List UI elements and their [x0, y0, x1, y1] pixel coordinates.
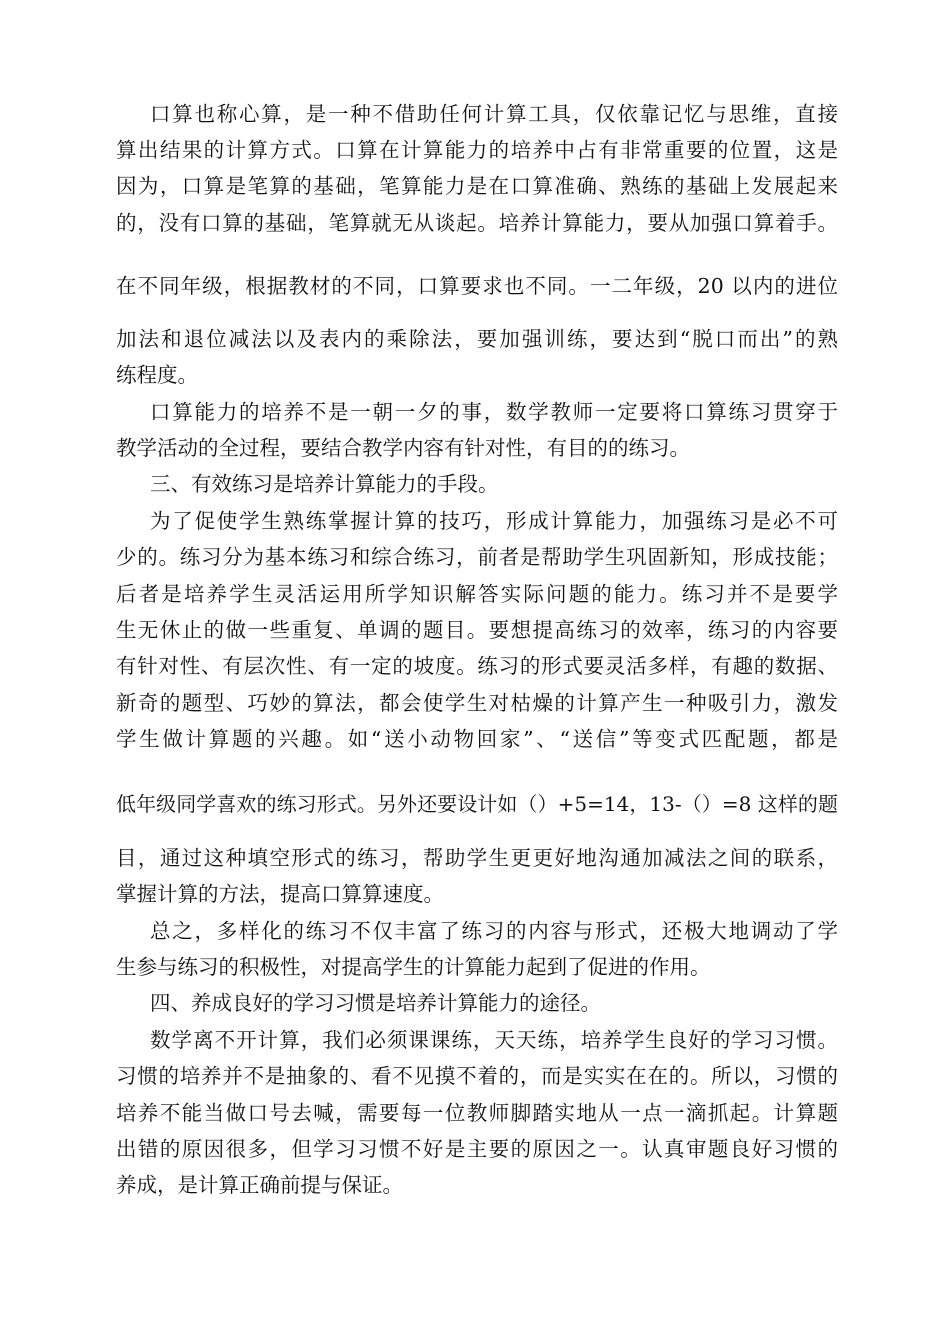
text-line: 学生做计算题的兴趣。如“送小动物回家”、“送信”等变式匹配题，都是 — [116, 727, 838, 751]
text-line: 掌握计算的方法，提高口算算速度。 — [116, 882, 444, 906]
text-line: 少的。练习分为基本练习和综合练习，前者是帮助学生巩固新知，形成技能； — [116, 545, 838, 569]
section-heading: 四、养成良好的学习习惯是培养计算能力的途径。 — [150, 991, 601, 1015]
text-line: 因为，口算是笔算的基础，笔算能力是在口算准确、熟练的基础上发展起来 — [116, 174, 838, 198]
text-line: 目，通过这种填空形式的练习，帮助学生更更好地沟通加减法之间的联系， — [116, 846, 838, 870]
text-line: 新奇的题型、巧妙的算法，都会使学生对枯燥的计算产生一种吸引力，激发 — [116, 691, 838, 715]
text-line: 教学活动的全过程，要结合教学内容有针对性，有目的的练习。 — [116, 436, 690, 460]
text-line: 练程度。 — [116, 363, 198, 387]
text-line: 在不同年级，根据教材的不同，口算要求也不同。一二年级，20 以内的进位 — [116, 274, 838, 298]
text-line: 为了促使学生熟练掌握计算的技巧，形成计算能力，加强练习是必不可 — [150, 509, 838, 533]
text-line: 培养不能当做口号去喊，需要每一位教师脚踏实地从一点一滴抓起。计算题 — [116, 1101, 838, 1125]
text-line: 有针对性、有层次性、有一定的坡度。练习的形式要灵活多样，有趣的数据、 — [116, 654, 838, 678]
text-line: 总之，多样化的练习不仅丰富了练习的内容与形式，还极大地调动了学 — [150, 919, 838, 943]
text-line: 后者是培养学生灵活运用所学知识解答实际问题的能力。练习并不是要学 — [116, 582, 838, 606]
text-line: 算出结果的计算方式。口算在计算能力的培养中占有非常重要的位置，这是 — [116, 138, 838, 162]
text-line: 数学离不开计算，我们必须课课练，天天练，培养学生良好的学习习惯。 — [150, 1028, 838, 1052]
text-line: 口算能力的培养不是一朝一夕的事，数学教师一定要将口算练习贯穿于 — [150, 400, 838, 424]
text-line: 生无休止的做一些重复、单调的题目。要想提高练习的效率，练习的内容要 — [116, 618, 838, 642]
text-line: 习惯的培养并不是抽象的、看不见摸不着的，而是实实在在的。所以，习惯的 — [116, 1064, 838, 1088]
text-line: 生参与练习的积极性，对提高学生的计算能力起到了促进的作用。 — [116, 955, 711, 979]
section-heading: 三、有效练习是培养计算能力的手段。 — [150, 472, 499, 496]
text-line: 养成，是计算正确前提与保证。 — [116, 1173, 403, 1197]
text-line: 的，没有口算的基础，笔算就无从谈起。培养计算能力，要从加强口算着手。 — [116, 211, 838, 235]
text-line: 低年级同学喜欢的练习形式。另外还要设计如（）+5=14，13-（）=8 这样的题 — [116, 792, 838, 816]
text-line: 口算也称心算，是一种不借助任何计算工具，仅依靠记忆与思维，直接 — [150, 102, 838, 126]
text-line: 出错的原因很多，但学习习惯不好是主要的原因之一。认真审题良好习惯的 — [116, 1137, 838, 1161]
text-line: 加法和退位减法以及表内的乘除法，要加强训练，要达到“脱口而出”的熟 — [116, 327, 838, 351]
